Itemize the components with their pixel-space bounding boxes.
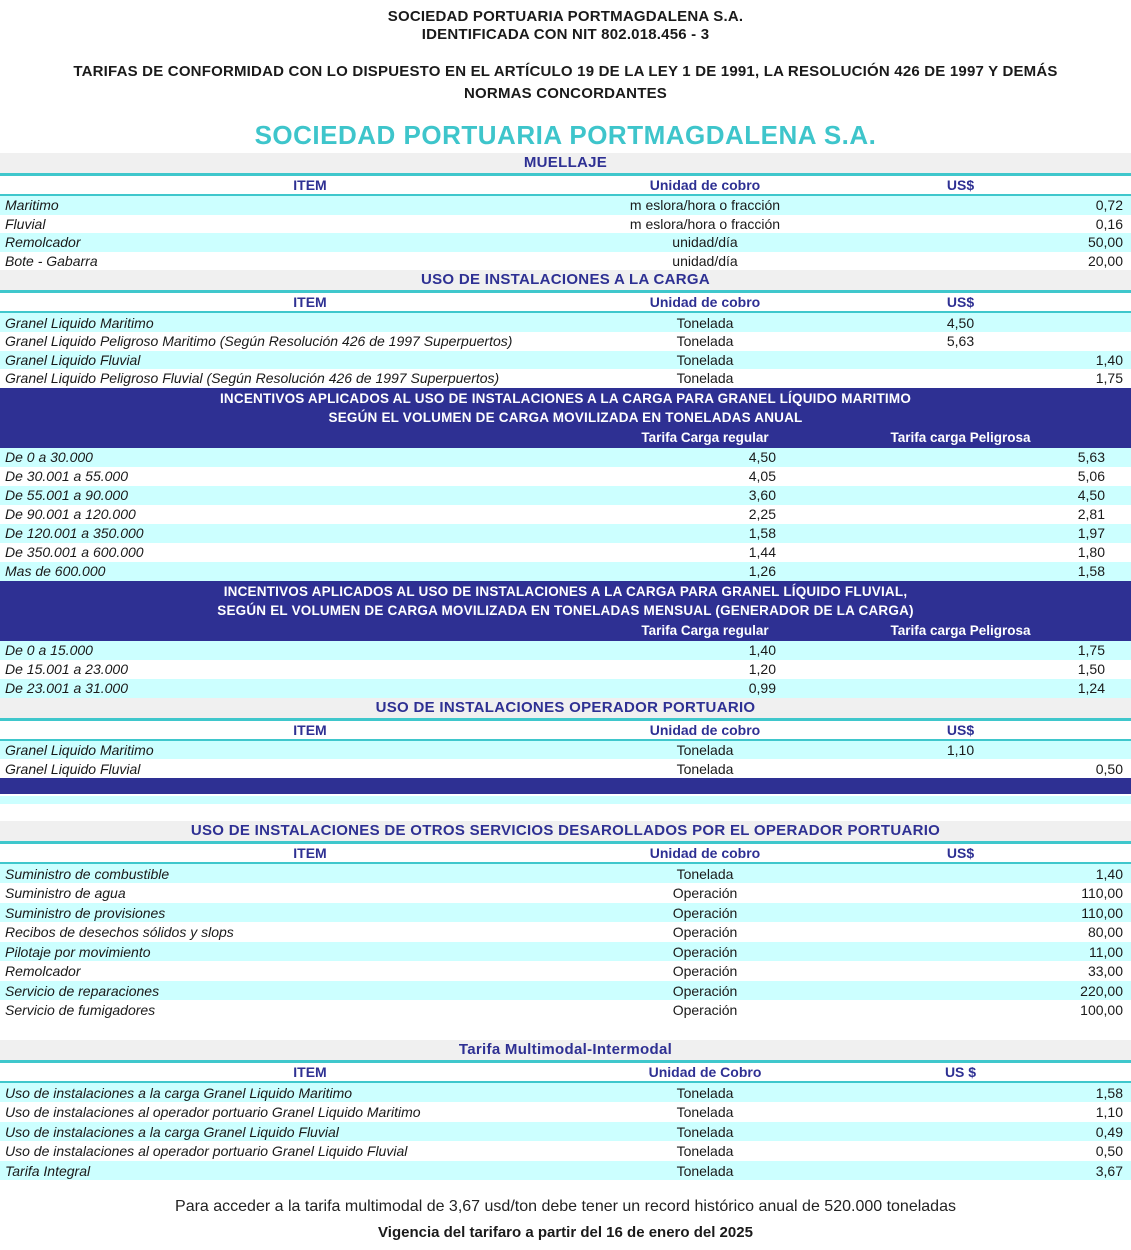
column-header-usd: US$ bbox=[946, 721, 975, 738]
table-row bbox=[0, 679, 1131, 698]
incentivos-maritimo-section bbox=[0, 388, 1131, 581]
column-header-row bbox=[0, 173, 1131, 196]
range-label: De 15.001 a 23.000 bbox=[5, 661, 128, 678]
item-label: Recibos de desechos sólidos y slops bbox=[5, 924, 234, 941]
column-header-item: ITEM bbox=[293, 721, 327, 738]
usd-value: 80,00 bbox=[1087, 924, 1123, 941]
usd-value: 0,16 bbox=[1095, 215, 1123, 232]
regular-tariff-value: 0,99 bbox=[748, 680, 776, 697]
usd-value: 0,50 bbox=[1095, 1143, 1123, 1160]
unit-label: Tonelada bbox=[676, 1143, 734, 1160]
item-label: Tarifa Integral bbox=[5, 1162, 91, 1179]
item-label: Granel Liquido Maritimo bbox=[5, 314, 154, 331]
dangerous-tariff-value: 1,50 bbox=[1077, 661, 1105, 678]
usd-value: 110,00 bbox=[1081, 904, 1123, 921]
incentivos-fluvial-column-headers bbox=[0, 621, 1131, 641]
item-label: Uso de instalaciones a la carga Granel Liquido Maritimo bbox=[5, 1084, 353, 1101]
usd-value: 1,58 bbox=[1095, 1084, 1123, 1101]
otros-servicios-section bbox=[0, 821, 1131, 1020]
dangerous-tariff-value: 4,50 bbox=[1077, 487, 1105, 504]
unit-label: Operación bbox=[672, 963, 738, 980]
incentivos-maritimo-banner-line2: SEGÚN EL VOLUMEN DE CARGA MOVILIZADA EN TONELADAS ANUAL bbox=[328, 409, 803, 425]
column-header-usd: US$ bbox=[946, 294, 975, 311]
unit-label: Operación bbox=[672, 1002, 738, 1019]
table-row bbox=[0, 215, 1131, 234]
usd-value: 0,49 bbox=[1095, 1123, 1123, 1140]
item-label: Remolcador bbox=[5, 963, 81, 980]
unit-label: Tonelada bbox=[676, 742, 734, 759]
multimodal-access-note: Para acceder a la tarifa multimodal de 3,67 usd/ton debe tener un record histórico anual de 520.000 toneladas bbox=[175, 1198, 956, 1216]
cyan-divider-bar bbox=[0, 796, 1131, 804]
table-row bbox=[0, 961, 1131, 981]
usd-value: 1,75 bbox=[1095, 370, 1123, 387]
document-header bbox=[0, 0, 1131, 149]
dangerous-tariff-value: 1,80 bbox=[1077, 544, 1105, 561]
section-title-operador-portuario: USO DE INSTALACIONES OPERADOR PORTUARIO bbox=[0, 698, 1131, 718]
table-row bbox=[0, 942, 1131, 962]
table-row bbox=[0, 1102, 1131, 1122]
uso-carga-rows bbox=[0, 313, 1131, 387]
item-label: Uso de instalaciones al operador portuario Granel Liquido Maritimo bbox=[5, 1104, 421, 1121]
operador-portuario-rows bbox=[0, 741, 1131, 778]
column-header-unit: Unidad de cobro bbox=[649, 844, 761, 861]
table-row bbox=[0, 759, 1131, 778]
item-label: Granel Liquido Maritimo bbox=[5, 742, 154, 759]
column-header-row bbox=[0, 718, 1131, 741]
item-label: Servicio de reparaciones bbox=[5, 982, 160, 999]
table-row bbox=[0, 252, 1131, 271]
regular-tariff-value: 1,26 bbox=[748, 563, 776, 580]
item-label: Maritimo bbox=[5, 197, 59, 214]
table-row bbox=[0, 903, 1131, 923]
table-row bbox=[0, 1000, 1131, 1020]
table-row bbox=[0, 467, 1131, 486]
range-label: De 120.001 a 350.000 bbox=[5, 525, 144, 542]
item-label: Fluvial bbox=[5, 215, 46, 232]
item-label: Granel Liquido Peligroso Fluvial (Según Resolución 426 de 1997 Superpuertos) bbox=[5, 370, 500, 387]
navy-divider-bar bbox=[0, 778, 1131, 794]
incentivos-maritimo-rows bbox=[0, 448, 1131, 581]
unit-label: Operación bbox=[672, 943, 738, 960]
incentivos-maritimo-banner-line1: INCENTIVOS APLICADOS AL USO DE INSTALACIONES A LA CARGA PARA GRANEL LÍQUIDO MARITIMO bbox=[219, 390, 912, 406]
column-header-item: ITEM bbox=[293, 1063, 327, 1080]
item-label: Granel Liquido Peligroso Maritimo (Según Resolución 426 de 1997 Superpuertos) bbox=[5, 333, 513, 350]
table-row bbox=[0, 864, 1131, 884]
regular-tariff-value: 1,44 bbox=[748, 544, 776, 561]
regular-tariff-value: 1,58 bbox=[748, 525, 776, 542]
item-label: Servicio de fumigadores bbox=[5, 1002, 156, 1019]
incentivos-fluvial-banner bbox=[0, 581, 1131, 621]
item-label: Uso de instalaciones a la carga Granel Liquido Fluvial bbox=[5, 1123, 339, 1140]
regular-tariff-value: 4,50 bbox=[748, 449, 776, 466]
table-row bbox=[0, 1161, 1131, 1181]
table-row bbox=[0, 1083, 1131, 1103]
tariff-legal-note bbox=[0, 61, 1131, 105]
usd-value: 1,40 bbox=[1095, 351, 1123, 368]
column-header-item: ITEM bbox=[293, 844, 327, 861]
table-row bbox=[0, 524, 1131, 543]
dangerous-tariff-value: 5,63 bbox=[1077, 449, 1105, 466]
usd-value: 11,00 bbox=[1089, 943, 1123, 960]
table-row bbox=[0, 641, 1131, 660]
column-header-row bbox=[0, 841, 1131, 864]
column-header-peligrosa: Tarifa carga Peligrosa bbox=[890, 623, 1031, 639]
table-row bbox=[0, 660, 1131, 679]
unit-label: Tonelada bbox=[676, 351, 734, 368]
incentivos-maritimo-banner bbox=[0, 388, 1131, 428]
item-label: Suministro de combustible bbox=[5, 865, 170, 882]
multimodal-rows bbox=[0, 1083, 1131, 1181]
range-label: De 350.001 a 600.000 bbox=[5, 544, 144, 561]
table-row bbox=[0, 486, 1131, 505]
unit-label: Operación bbox=[672, 904, 738, 921]
column-header-regular: Tarifa Carga regular bbox=[641, 430, 769, 446]
unit-label: Tonelada bbox=[676, 760, 734, 777]
table-row bbox=[0, 562, 1131, 581]
unit-label: m eslora/hora o fracción bbox=[629, 197, 781, 214]
unit-label: Tonelada bbox=[676, 1084, 734, 1101]
dangerous-tariff-value: 1,24 bbox=[1077, 680, 1105, 697]
vigencia-note: Vigencia del tarifaro a partir del 16 de enero del 2025 bbox=[378, 1224, 753, 1242]
operador-portuario-section bbox=[0, 698, 1131, 804]
usd-value: 1,40 bbox=[1095, 865, 1123, 882]
unit-label: Tonelada bbox=[676, 1162, 734, 1179]
range-label: De 23.001 a 31.000 bbox=[5, 680, 128, 697]
regular-tariff-value: 1,40 bbox=[748, 642, 776, 659]
section-title-uso-carga: USO DE INSTALACIONES A LA CARGA bbox=[0, 270, 1131, 290]
unit-label: Tonelada bbox=[676, 865, 734, 882]
section-title-muellaje: MUELLAJE bbox=[0, 153, 1131, 173]
multimodal-section bbox=[0, 1040, 1131, 1181]
usd-value: 1,10 bbox=[946, 742, 975, 759]
incentivos-fluvial-banner-line1: INCENTIVOS APLICADOS AL USO DE INSTALACIONES A LA CARGA PARA GRANEL LÍQUIDO FLUVIAL, bbox=[223, 583, 908, 599]
unit-label: Tonelada bbox=[676, 370, 734, 387]
spacer bbox=[0, 804, 1131, 821]
usd-value: 100,00 bbox=[1080, 1002, 1123, 1019]
section-title-otros-servicios: USO DE INSTALACIONES DE OTROS SERVICIOS DESAROLLADOS POR EL OPERADOR PORTUARIO bbox=[0, 821, 1131, 841]
table-row bbox=[0, 883, 1131, 903]
table-row bbox=[0, 313, 1131, 332]
usd-value: 33,00 bbox=[1087, 963, 1123, 980]
muellaje-rows bbox=[0, 196, 1131, 270]
column-header-usd: US$ bbox=[946, 844, 975, 861]
usd-value: 5,63 bbox=[946, 333, 975, 350]
tariff-legal-note-line1: TARIFAS DE CONFORMIDAD CON LO DISPUESTO EN EL ARTÍCULO 19 DE LA LEY 1 DE 1991, LA RESOLUCIÓN 426 DE 1997 Y DEMÁS bbox=[73, 63, 1058, 80]
range-label: De 55.001 a 90.000 bbox=[5, 487, 128, 504]
usd-value: 50,00 bbox=[1087, 234, 1123, 251]
column-header-unit: Unidad de Cobro bbox=[648, 1063, 762, 1080]
dangerous-tariff-value: 2,81 bbox=[1077, 506, 1105, 523]
column-header-unit: Unidad de cobro bbox=[649, 294, 761, 311]
usd-value: 3,67 bbox=[1095, 1162, 1123, 1179]
nit-line: IDENTIFICADA CON NIT 802.018.456 - 3 bbox=[421, 26, 710, 43]
usd-value: 1,10 bbox=[1095, 1104, 1123, 1121]
column-header-unit: Unidad de cobro bbox=[649, 177, 761, 193]
company-title: SOCIEDAD PORTUARIA PORTMAGDALENA S.A. bbox=[254, 120, 877, 150]
column-header-usd: US$ bbox=[946, 177, 975, 193]
unit-label: unidad/día bbox=[672, 253, 738, 270]
range-label: De 0 a 30.000 bbox=[5, 449, 93, 466]
table-row bbox=[0, 543, 1131, 562]
tariff-legal-note-line2: NORMAS CONCORDANTES bbox=[464, 85, 667, 102]
regular-tariff-value: 4,05 bbox=[748, 468, 776, 485]
unit-label: Tonelada bbox=[676, 1123, 734, 1140]
dangerous-tariff-value: 1,97 bbox=[1077, 525, 1105, 542]
column-header-usd: US $ bbox=[944, 1063, 977, 1080]
dangerous-tariff-value: 1,75 bbox=[1077, 642, 1105, 659]
usd-value: 0,72 bbox=[1095, 197, 1123, 214]
item-label: Granel Liquido Fluvial bbox=[5, 760, 141, 777]
item-label: Bote - Gabarra bbox=[5, 253, 98, 270]
table-row bbox=[0, 332, 1131, 351]
unit-label: Tonelada bbox=[676, 333, 734, 350]
unit-label: Tonelada bbox=[676, 1104, 734, 1121]
table-row bbox=[0, 741, 1131, 760]
unit-label: m eslora/hora o fracción bbox=[629, 215, 781, 232]
item-label: Suministro de agua bbox=[5, 885, 126, 902]
table-row bbox=[0, 922, 1131, 942]
dangerous-tariff-value: 1,58 bbox=[1077, 563, 1105, 580]
dangerous-tariff-value: 5,06 bbox=[1077, 468, 1105, 485]
column-header-row bbox=[0, 290, 1131, 313]
item-label: Remolcador bbox=[5, 234, 81, 251]
incentivos-maritimo-column-headers bbox=[0, 428, 1131, 448]
usd-value: 4,50 bbox=[946, 314, 975, 331]
unit-label: Operación bbox=[672, 924, 738, 941]
table-row bbox=[0, 196, 1131, 215]
unit-label: Operación bbox=[672, 982, 738, 999]
usd-value: 20,00 bbox=[1087, 253, 1123, 270]
item-label: Uso de instalaciones al operador portuario Granel Liquido Fluvial bbox=[5, 1143, 408, 1160]
table-row bbox=[0, 505, 1131, 524]
regular-tariff-value: 3,60 bbox=[748, 487, 776, 504]
table-row bbox=[0, 369, 1131, 388]
unit-label: unidad/día bbox=[672, 234, 738, 251]
table-row bbox=[0, 233, 1131, 252]
item-label: Granel Liquido Fluvial bbox=[5, 351, 141, 368]
document-footer bbox=[0, 1198, 1131, 1242]
usd-value: 220,00 bbox=[1080, 982, 1123, 999]
incentivos-fluvial-banner-line2: SEGÚN EL VOLUMEN DE CARGA MOVILIZADA EN TONELADAS MENSUAL (GENERADOR DE LA CARGA) bbox=[217, 602, 914, 618]
incentivos-fluvial-rows bbox=[0, 641, 1131, 698]
column-header-row bbox=[0, 1060, 1131, 1083]
range-label: Mas de 600.000 bbox=[5, 563, 106, 580]
range-label: De 90.001 a 120.000 bbox=[5, 506, 136, 523]
range-label: De 30.001 a 55.000 bbox=[5, 468, 128, 485]
column-header-regular: Tarifa Carga regular bbox=[641, 623, 769, 639]
unit-label: Operación bbox=[672, 885, 738, 902]
item-label: Suministro de provisiones bbox=[5, 904, 166, 921]
item-label: Pilotaje por movimiento bbox=[5, 943, 151, 960]
company-name-line: SOCIEDAD PORTUARIA PORTMAGDALENA S.A. bbox=[387, 8, 744, 25]
usd-value: 0,50 bbox=[1095, 760, 1123, 777]
regular-tariff-value: 2,25 bbox=[748, 506, 776, 523]
spacer bbox=[0, 1020, 1131, 1040]
regular-tariff-value: 1,20 bbox=[748, 661, 776, 678]
table-row bbox=[0, 351, 1131, 370]
incentivos-fluvial-section bbox=[0, 581, 1131, 698]
usd-value: 110,00 bbox=[1081, 885, 1123, 902]
table-row bbox=[0, 448, 1131, 467]
uso-carga-section bbox=[0, 270, 1131, 387]
unit-label: Tonelada bbox=[676, 314, 734, 331]
column-header-item: ITEM bbox=[293, 294, 327, 311]
table-row bbox=[0, 1122, 1131, 1142]
column-header-item: ITEM bbox=[293, 177, 327, 193]
column-header-peligrosa: Tarifa carga Peligrosa bbox=[890, 430, 1031, 446]
section-title-multimodal: Tarifa Multimodal-Intermodal bbox=[0, 1040, 1131, 1060]
table-row bbox=[0, 1141, 1131, 1161]
range-label: De 0 a 15.000 bbox=[5, 642, 93, 659]
muellaje-section bbox=[0, 153, 1131, 270]
otros-servicios-rows bbox=[0, 864, 1131, 1020]
column-header-unit: Unidad de cobro bbox=[649, 721, 761, 738]
table-row bbox=[0, 981, 1131, 1001]
